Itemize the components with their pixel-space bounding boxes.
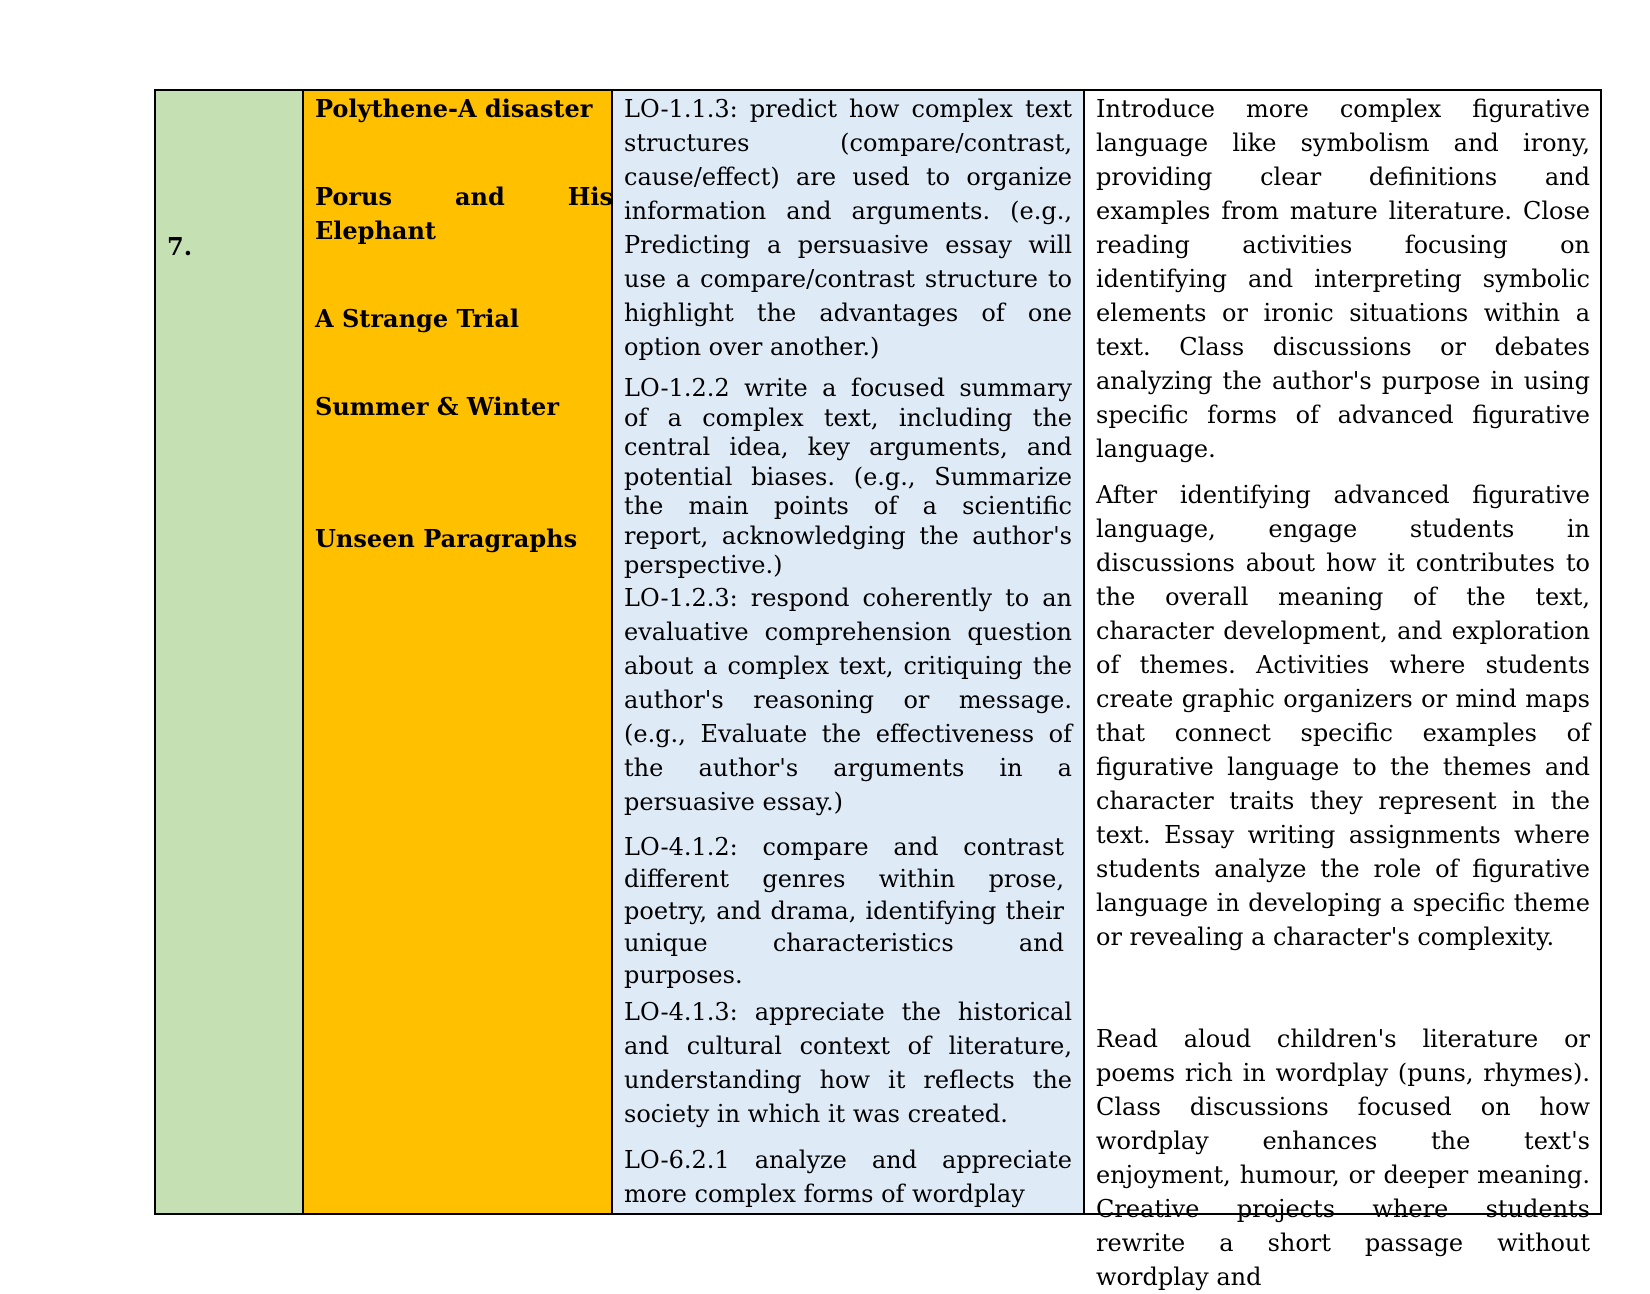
activities-cell — [1085, 91, 1600, 1291]
activity-text: Introduce more complex figurative language like symbolism and irony, providing clear definitions and examples from mature literature. Close reading activities focusing on identifying and interpreting symbolic elements or ironic situations within a text. Class discussions or debates analyzing the author's purpose in using specific forms of advanced figurative language. — [1096, 95, 1590, 463]
activity-text: After identifying advanced figurative language, engage students in discussions about how it contributes to the overall meaning of the text, character development, and exploration of themes. Activities where students create graphic organizers or mind maps that connect specific examples of figurative language to the themes and character traits they represent in the text. Essay writing assignments where students analyze the role of figurative language in developing a specific theme or revealing a character's complexity. — [1096, 481, 1590, 951]
row-number: 7. — [167, 232, 193, 261]
learning-outcome: LO-4.1.2: compare and contrast different genres within prose, poetry, and drama, identifying their unique characteristics and purposes. — [624, 832, 1064, 989]
learning-outcome: LO-4.1.3: appreciate the historical and cultural context of literature, understanding how it reflects the society in which it was created. — [624, 997, 1072, 1128]
learning-outcome: LO-1.2.3: respond coherently to an evaluative comprehension question about a complex text, critiquing the author's reasoning or message. (e.g., Evaluate the effectiveness of the author's arguments in a persuasive essay.) — [624, 583, 1072, 816]
lesson-title: Unseen Paragraphs — [315, 524, 578, 553]
learning-outcome: LO-6.2.1 analyze and appreciate more complex forms of wordplay — [624, 1145, 1072, 1208]
row-number-cell — [156, 91, 304, 1213]
learning-outcomes-cell — [613, 91, 1085, 1213]
learning-outcome: LO-1.2.2 write a focused summary of a complex text, including the central idea, key arguments, and potential biases. (e.g., Summarize the main points of a scientific report, acknowledging the author's perspective.) — [624, 374, 1072, 579]
learning-outcome: LO-1.1.3: predict how complex text structures (compare/contrast, cause/effect) are used to organize information and arguments. (e.g., Predicting a persuasive essay will use a compare/contrast structure to highlight the advantages of one option over another.) — [624, 95, 1072, 361]
lesson-title: Porus and His Elephant — [315, 182, 613, 245]
curriculum-table-row — [154, 89, 1602, 1291]
lesson-title: Summer & Winter — [315, 392, 559, 421]
activity-text: Read aloud children's literature or poems rich in wordplay (puns, rhymes). Class discussions focused on how wordplay enhances the text's enjoyment, humour, or deeper meaning. Creative projects where students rewrite a short passage without wordplay and — [1096, 1025, 1590, 1291]
lesson-title: A Strange Trial — [315, 304, 519, 333]
lesson-title: Polythene-A disaster — [315, 94, 593, 123]
lessons-cell — [304, 91, 613, 1213]
